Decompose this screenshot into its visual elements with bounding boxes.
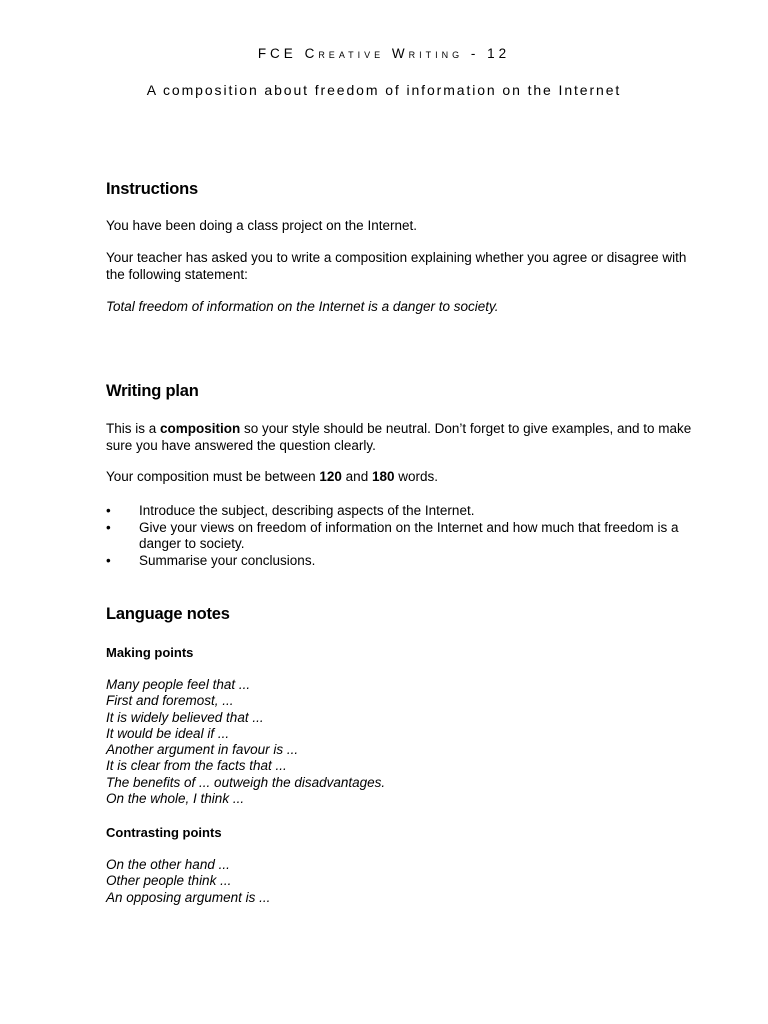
page-subtitle: A composition about freedom of information on the Internet [146, 82, 622, 98]
making-points-heading: Making points [106, 645, 194, 660]
making-points-list [106, 677, 385, 807]
phrase-item: First and foremost, ... [106, 693, 234, 709]
bullet-item [106, 520, 706, 553]
bullet-dot-icon: • [106, 552, 111, 568]
instructions-statement: Total freedom of information on the Internet is a danger to society. [106, 299, 499, 314]
phrase-item: An opposing argument is ... [106, 889, 271, 905]
composition-bold-text: composition [160, 421, 241, 436]
phrase-item: On the whole, I think ... [106, 791, 245, 807]
phrase-item: Many people feel that ... [106, 677, 251, 692]
writing-plan-paragraph-1 [106, 421, 706, 454]
phrase-item: On the other hand ... [106, 857, 230, 872]
word-count-max: 180 [371, 469, 395, 484]
bullet-dot-icon: • [106, 519, 111, 535]
writing-plan-p1-before: This is a [106, 421, 161, 436]
phrase-item: It is clear from the facts that ... [106, 758, 287, 774]
writing-plan-p2-before: Your composition must be between [106, 469, 320, 484]
writing-plan-bullet-list [106, 503, 706, 569]
bullet-item [106, 503, 706, 520]
writing-plan-paragraph-2 [106, 469, 706, 486]
contrasting-points-heading: Contrasting points [106, 825, 222, 840]
phrase-item: It would be ideal if ... [106, 725, 230, 741]
bullet-text: Give your views on freedom of information on the Internet and how much that freedom is a danger to society. [139, 519, 679, 551]
bullet-item [106, 553, 706, 570]
page-title: FCE Creative Writing - 12 [257, 46, 511, 61]
contrasting-points-list [106, 857, 270, 906]
phrase-item: Another argument in favour is ... [106, 742, 299, 758]
instructions-heading: Instructions [106, 180, 199, 198]
phrase-item: The benefits of ... outweigh the disadvantages. [106, 774, 386, 790]
bullet-text: Summarise your conclusions. [139, 552, 316, 568]
writing-plan-p1-after: so your style should be neutral. Don’t forget to give examples, and to make sure you have answered the question clearly. [106, 421, 692, 453]
phrase-item: Other people think ... [106, 873, 232, 889]
writing-plan-heading: Writing plan [106, 382, 199, 400]
phrase-item: It is widely believed that ... [106, 709, 264, 725]
word-count-min: 120 [319, 469, 342, 484]
writing-plan-p2-mid: and [341, 469, 372, 484]
instructions-paragraph-2: Your teacher has asked you to write a composition explaining whether you agree or disagree with the following statement: [106, 250, 687, 282]
instructions-paragraph-1: You have been doing a class project on the Internet. [106, 218, 417, 233]
language-notes-heading: Language notes [106, 605, 230, 623]
bullet-text: Introduce the subject, describing aspects of the Internet. [139, 503, 475, 518]
bullet-dot-icon: • [106, 503, 111, 518]
writing-plan-p2-after: words. [394, 469, 438, 484]
